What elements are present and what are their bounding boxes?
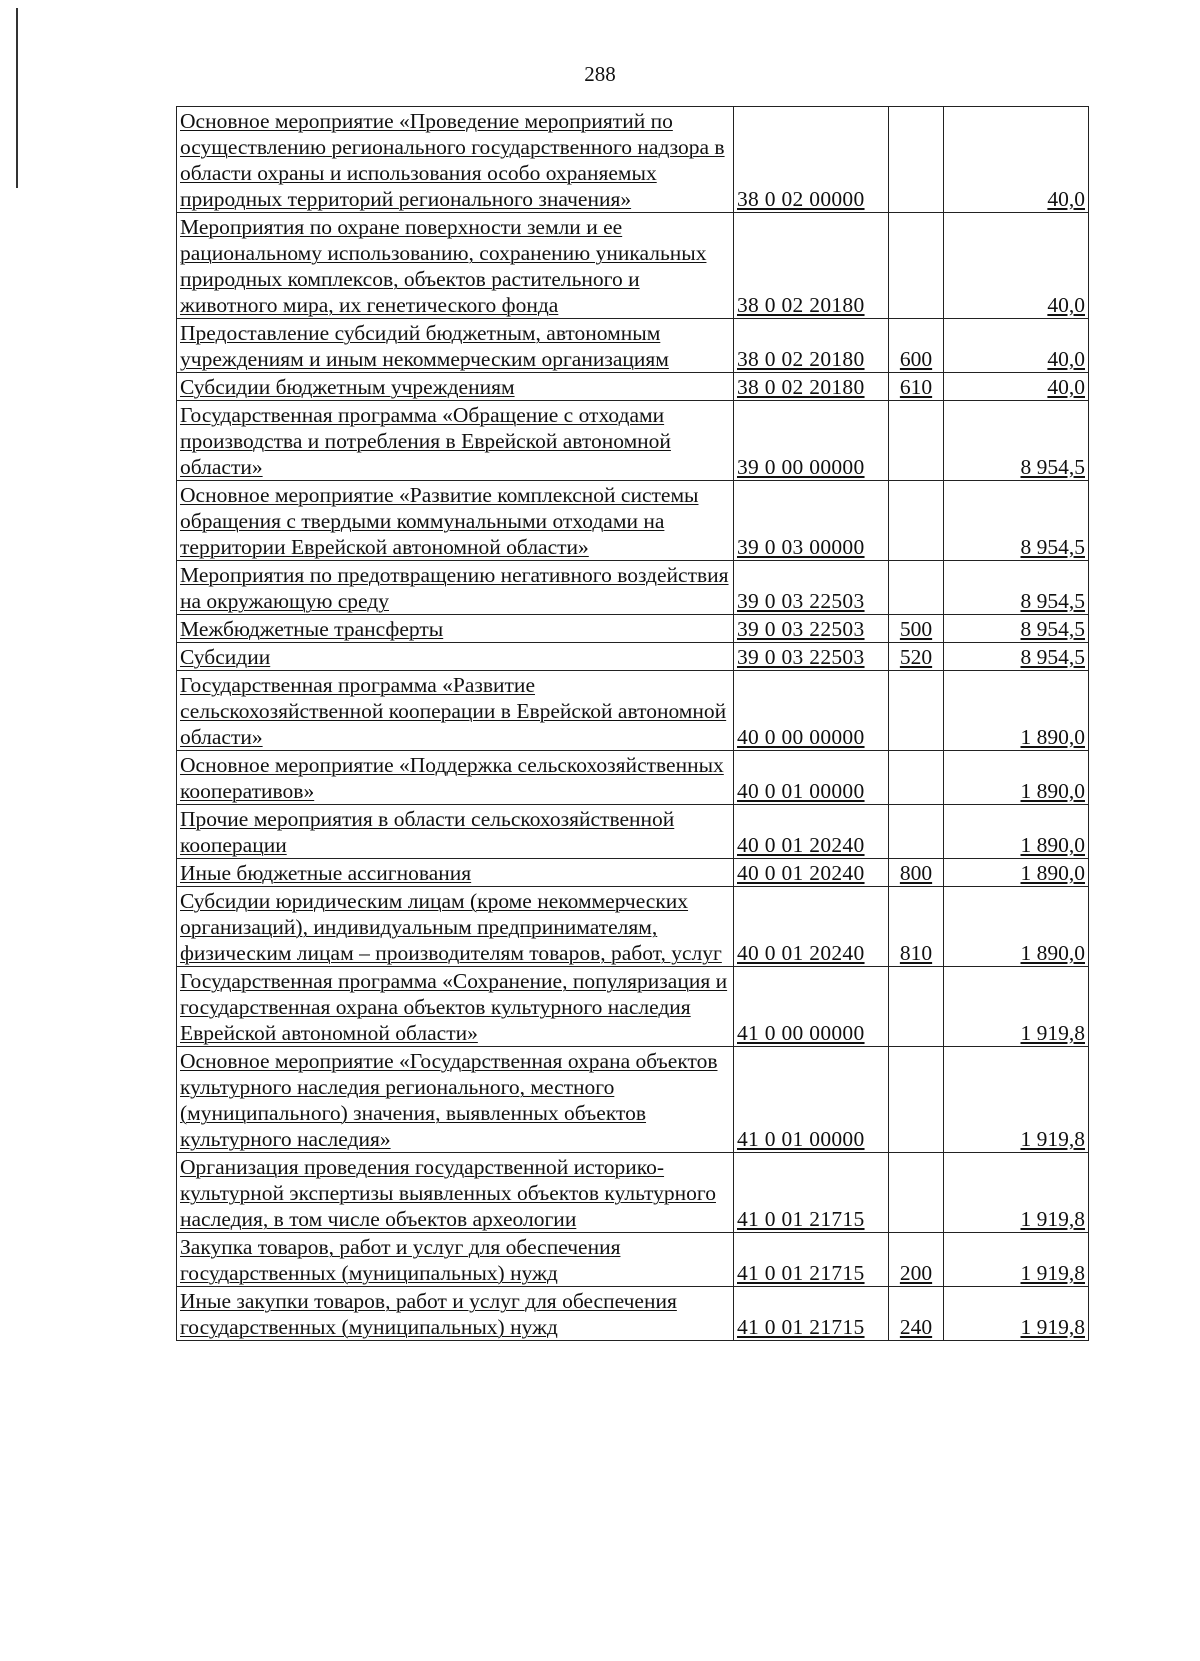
row-code: 40 0 01 20240	[734, 805, 889, 859]
table-row	[177, 887, 1089, 967]
table-row	[177, 213, 1089, 319]
row-name: Организация проведения государственной историко-культурной экспертизы выявленных объектов культурного наследия, в том числе объектов археологии	[177, 1153, 734, 1233]
table-row	[177, 373, 1089, 401]
row-code: 39 0 03 22503	[734, 643, 889, 671]
row-vr	[889, 671, 944, 751]
table-row	[177, 1287, 1089, 1341]
row-name: Основное мероприятие «Проведение мероприятий по осуществлению регионального государственного надзора в области охраны и использования особо охраняемых природных территорий регионального значения»	[177, 107, 734, 213]
row-amount: 1 919,8	[944, 967, 1089, 1047]
margin-scan-line	[16, 8, 18, 188]
row-vr	[889, 401, 944, 481]
row-code: 40 0 00 00000	[734, 671, 889, 751]
row-vr	[889, 1047, 944, 1153]
table-row	[177, 401, 1089, 481]
row-amount: 8 954,5	[944, 615, 1089, 643]
row-amount: 1 919,8	[944, 1287, 1089, 1341]
table-row	[177, 319, 1089, 373]
row-name: Государственная программа «Развитие сельскохозяйственной кооперации в Еврейской автономной области»	[177, 671, 734, 751]
budget-table	[176, 106, 1089, 1341]
row-amount: 40,0	[944, 107, 1089, 213]
row-code: 41 0 01 21715	[734, 1153, 889, 1233]
row-amount: 1 890,0	[944, 671, 1089, 751]
table-row	[177, 967, 1089, 1047]
row-amount: 1 919,8	[944, 1233, 1089, 1287]
table-row	[177, 859, 1089, 887]
row-amount: 40,0	[944, 213, 1089, 319]
row-amount: 1 890,0	[944, 859, 1089, 887]
row-code: 41 0 01 21715	[734, 1287, 889, 1341]
row-amount: 40,0	[944, 373, 1089, 401]
row-name: Закупка товаров, работ и услуг для обеспечения государственных (муниципальных) нужд	[177, 1233, 734, 1287]
row-amount: 1 890,0	[944, 887, 1089, 967]
row-code: 40 0 01 20240	[734, 887, 889, 967]
row-amount: 1 919,8	[944, 1153, 1089, 1233]
table-row	[177, 1047, 1089, 1153]
row-vr	[889, 805, 944, 859]
table-row	[177, 671, 1089, 751]
table-row	[177, 561, 1089, 615]
row-code: 41 0 01 21715	[734, 1233, 889, 1287]
row-name: Мероприятия по охране поверхности земли и ее рациональному использованию, сохранению уникальных природных комплексов, объектов растительного и животного мира, их генетического фонда	[177, 213, 734, 319]
row-vr	[889, 1153, 944, 1233]
row-vr: 600	[889, 319, 944, 373]
row-code: 38 0 02 20180	[734, 213, 889, 319]
row-vr: 800	[889, 859, 944, 887]
row-amount: 1 890,0	[944, 751, 1089, 805]
row-name: Государственная программа «Обращение с отходами производства и потребления в Еврейской автономной области»	[177, 401, 734, 481]
row-vr: 240	[889, 1287, 944, 1341]
row-name: Предоставление субсидий бюджетным, автономным учреждениям и иным некоммерческим организациям	[177, 319, 734, 373]
row-name: Субсидии бюджетным учреждениям	[177, 373, 734, 401]
row-amount: 1 890,0	[944, 805, 1089, 859]
row-name: Основное мероприятие «Государственная охрана объектов культурного наследия регионального, местного (муниципального) значения, выявленных объектов культурного наследия»	[177, 1047, 734, 1153]
row-code: 38 0 02 20180	[734, 373, 889, 401]
row-code: 39 0 03 22503	[734, 561, 889, 615]
row-code: 41 0 01 00000	[734, 1047, 889, 1153]
row-name: Государственная программа «Сохранение, популяризация и государственная охрана объектов культурного наследия Еврейской автономной области»	[177, 967, 734, 1047]
row-vr	[889, 107, 944, 213]
row-code: 41 0 00 00000	[734, 967, 889, 1047]
row-vr: 520	[889, 643, 944, 671]
row-name: Иные бюджетные ассигнования	[177, 859, 734, 887]
table-row	[177, 643, 1089, 671]
page-number: 288	[584, 62, 616, 86]
table-row	[177, 1233, 1089, 1287]
row-vr: 500	[889, 615, 944, 643]
row-code: 40 0 01 00000	[734, 751, 889, 805]
row-vr	[889, 213, 944, 319]
row-name: Основное мероприятие «Поддержка сельскохозяйственных кооперативов»	[177, 751, 734, 805]
row-name: Основное мероприятие «Развитие комплексной системы обращения с твердыми коммунальными отходами на территории Еврейской автономной области»	[177, 481, 734, 561]
row-vr	[889, 561, 944, 615]
row-amount: 40,0	[944, 319, 1089, 373]
table-row	[177, 751, 1089, 805]
row-name: Субсидии юридическим лицам (кроме некоммерческих организаций), индивидуальным предпринимателям, физическим лицам – производителям товаров, работ, услуг	[177, 887, 734, 967]
row-amount: 8 954,5	[944, 481, 1089, 561]
row-amount: 8 954,5	[944, 401, 1089, 481]
row-code: 38 0 02 20180	[734, 319, 889, 373]
row-name: Иные закупки товаров, работ и услуг для обеспечения государственных (муниципальных) нужд	[177, 1287, 734, 1341]
row-code: 39 0 03 00000	[734, 481, 889, 561]
row-vr	[889, 481, 944, 561]
row-vr: 810	[889, 887, 944, 967]
table-row	[177, 1153, 1089, 1233]
table-row	[177, 805, 1089, 859]
row-name: Межбюджетные трансферты	[177, 615, 734, 643]
row-vr	[889, 967, 944, 1047]
row-vr	[889, 751, 944, 805]
row-code: 40 0 01 20240	[734, 859, 889, 887]
row-amount: 8 954,5	[944, 643, 1089, 671]
row-amount: 8 954,5	[944, 561, 1089, 615]
row-code: 39 0 03 22503	[734, 615, 889, 643]
row-name: Прочие мероприятия в области сельскохозяйственной кооперации	[177, 805, 734, 859]
row-name: Субсидии	[177, 643, 734, 671]
row-name: Мероприятия по предотвращению негативного воздействия на окружающую среду	[177, 561, 734, 615]
row-code: 38 0 02 00000	[734, 107, 889, 213]
row-code: 39 0 00 00000	[734, 401, 889, 481]
row-vr: 200	[889, 1233, 944, 1287]
budget-table-body	[177, 107, 1089, 1341]
table-row	[177, 481, 1089, 561]
row-amount: 1 919,8	[944, 1047, 1089, 1153]
table-row	[177, 615, 1089, 643]
table-row	[177, 107, 1089, 213]
row-vr: 610	[889, 373, 944, 401]
